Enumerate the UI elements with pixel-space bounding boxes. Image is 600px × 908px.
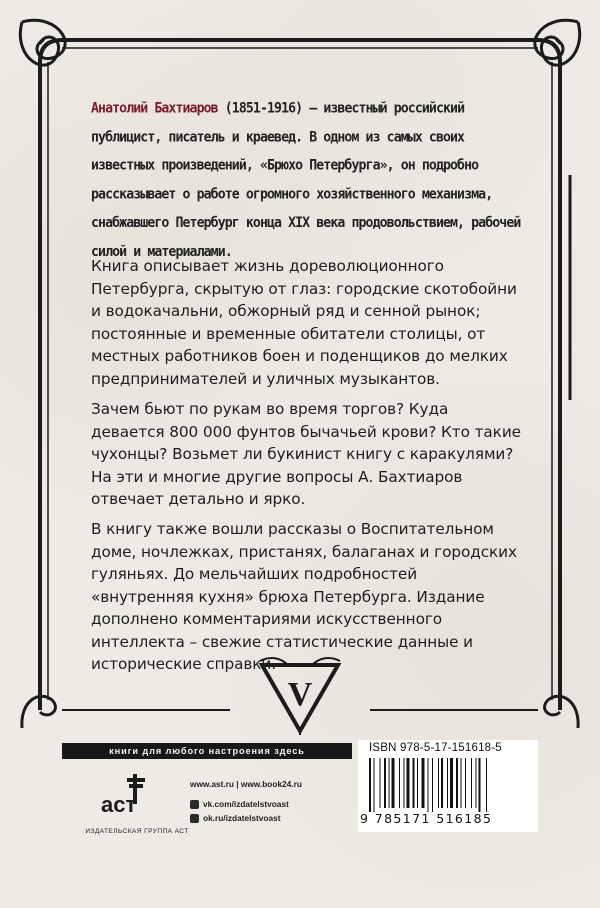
publisher-group: ИЗДАТЕЛЬСКАЯ ГРУППА АСТ [85,828,189,835]
barcode-bar-3 [384,758,386,808]
barcode-bars [369,758,529,812]
barcode-bar-12 [428,758,429,812]
emblem-v-icon [258,655,342,735]
vk-link-text: vk.com/izdatelstvoast [203,799,289,809]
description-paragraph-3: В книгу также вошли рассказы о Воспитательном доме, ночлежках, пристанях, балаганах и городских гуляньях. До мельчайших подробностей «внутренняя кухня» брюха Петербурга. Издание дополнено комментариями искусственного интеллекта – свежие статистические данные и исторические справки. [91,520,517,673]
barcode-bar-20 [465,758,466,808]
barcode-bar-24 [486,758,487,812]
barcode-bar-22 [476,758,477,808]
barcode-bar-15 [441,758,443,808]
barcode-bar-13 [432,758,433,812]
author-intro [91,95,521,267]
description-paragraph-2: Зачем бьют по рукам во время торгов? Куда девается 800 000 фунтов бычачьей крови? Кто такие чухонцы? Возьмет ли букинист книгу с каракулями? На эти и многие другие вопросы А. Бахтиаров отвечает детально и ярко. [91,400,521,508]
barcode-bar-7 [404,758,405,808]
barcode-bar-9 [413,758,415,808]
isbn-number: ISBN 978-5-17-151618-5 [369,742,502,754]
author-years: (1851-1916) [217,100,303,117]
barcode-bar-4 [389,758,390,808]
barcode-bar-0 [369,758,371,812]
barcode-bar-17 [450,758,453,808]
intro-text: – известный российский публицист, писатель и краевед. В одном из самых своих известных произведений, «Брюхо Петербурга», он подробно рассказывает о работе огромного хозяйственного механизма, снабжавшего Петербург конца XIX века продовольствием, рабочей силой и материалами. [91,100,521,260]
barcode-bar-23 [479,758,481,812]
barcode-digits: 9 785171 516185 [360,811,493,826]
barcode-bar-10 [417,758,418,808]
author-name: Анатолий Бахтиаров [91,100,218,117]
barcode-bar-14 [438,758,439,808]
barcode-bar-11 [422,758,425,808]
barcode-bar-6 [399,758,400,808]
barcode-bar-1 [374,758,375,812]
description-paragraph-1: Книга описывает жизнь дореволюционного Петербурга, скрытую от глаз: городские скотобойни и водокачальни, обжорный ряд и сенной рынок; постоянные и временные обитатели столицы, от местных работников боен и поденщиков до мелких предпринимателей и уличных музыкантов. [91,257,517,388]
barcode-bar-16 [447,758,448,808]
barcode-bar-21 [471,758,472,808]
barcode-bar-18 [456,758,458,808]
ok-link[interactable] [190,813,280,823]
slogan-banner: книги для любого настроения здесь [62,743,352,759]
barcode-bar-19 [461,758,462,808]
ok-icon [190,814,199,823]
website-links[interactable]: www.ast.ru | www.book24.ru [190,779,302,789]
ast-logo [95,768,159,826]
barcode-bar-2 [380,758,381,808]
barcode-bar-5 [392,758,395,808]
vk-link[interactable] [190,799,289,809]
barcode-bar-8 [407,758,410,808]
ast-logo-text: aст [101,792,137,817]
emblem-letter: V [287,676,313,713]
vk-icon [190,800,199,809]
ok-link-text: ok.ru/izdatelstvoast [203,813,281,823]
